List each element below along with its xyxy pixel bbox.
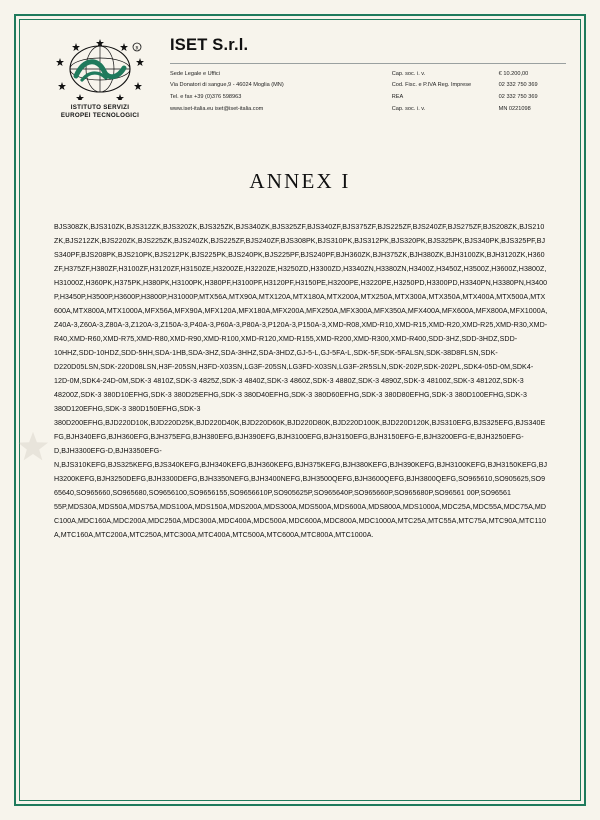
company-info-table bbox=[170, 68, 566, 116]
table-row bbox=[170, 80, 566, 92]
globe-stars-logo-icon bbox=[54, 38, 146, 100]
info-left: Via Donatori di sangue,9 - 46024 Moglia (MN) bbox=[170, 82, 284, 89]
table-row bbox=[170, 92, 566, 104]
info-middle: Cap. soc. i. v. bbox=[391, 106, 426, 113]
header-divider bbox=[170, 63, 566, 64]
info-left-website[interactable]: www.iset-italia.eu iset@iset-italia.com bbox=[170, 106, 264, 113]
info-right: € 10.200,00 bbox=[498, 70, 529, 77]
logo-caption-line2: EUROPEI TECNOLOGICI bbox=[60, 112, 140, 120]
company-details bbox=[166, 36, 566, 116]
info-middle: Cap. soc. i. v. bbox=[391, 70, 426, 77]
page-content bbox=[28, 28, 572, 792]
info-right: 02 332 750 369 bbox=[498, 94, 538, 101]
company-logo bbox=[34, 36, 166, 121]
letterhead bbox=[28, 28, 572, 121]
svg-text:R: R bbox=[135, 46, 139, 52]
company-name: ISET S.r.l. bbox=[170, 36, 249, 54]
logo-caption-line1: ISTITUTO SERVIZI bbox=[70, 104, 130, 111]
info-left: Tel. e fax +39 (0)376 598963 bbox=[170, 94, 242, 101]
table-row bbox=[170, 68, 566, 80]
info-right: 02 332 750 369 bbox=[498, 82, 538, 89]
info-right: MN 0221098 bbox=[498, 106, 531, 113]
info-middle: REA bbox=[391, 94, 404, 101]
info-middle: Cod. Fisc. e P.IVA Reg. Imprese bbox=[391, 82, 472, 89]
table-row bbox=[170, 104, 566, 116]
page-title: ANNEX I bbox=[249, 168, 351, 193]
annex-part-number-list: BJS308ZK,BJS310ZK,BJS312ZK,BJS320ZK,BJS325ZK,BJS340ZK,BJS325ZF,BJS340ZF,BJS375ZF,BJS225ZF,BJS240ZF,BJS275ZF,BJS208ZK,BJS210ZK,BJS212ZK,BJS220ZK,BJS225ZK,BJS240ZK,BJS225ZF,BJS240ZF,BJS308PK,BJS310PK,BJS312PK,BJS320PK,BJS325PK,BJS340PK,BJS325PF,BJS340PF,BJS208PK,BJS210PK,BJS212PK,BJS225PK,BJS240PK,BJS225PF,BJS240PF,BJH360ZK,BJH375ZK,BJH380ZK,BJH3100ZK,BJH3120ZK,H360ZF,H375ZF,H380ZF,H3100ZF,H3120ZF,H3150ZE,H3200ZE,H3220ZE,H3250ZD,H3300ZD,H3340ZN,H3380ZN,H3400Z,H3450Z,H3500Z,H3600Z,H3800Z,H31000Z,H360PK,H375PK,H380PK,H3100PK,H380PF,H3100PF,H3120PF,H3150PE,H3200PE,H3220PE,H3250PD,H3300PD,H3340PN,H3380PN,H3400P,H3450P,H3500P,H3600P,H3800P,H31000P,MTX56A,MTX90A,MTX120A,MTX180A,MTX200A,MTX250A,MTX300A,MTX350A,MTX400A,MTX500A,MTX600A,MTX800A,MTX1000A,MFX56A,MFX90A,MFX120A,MFX180A,MFX200A,MFX250A,MFX300A,MFX350A,MFX400A,MFX600A,MFX800A,MFX1000A,Z40A-3,Z60A-3,Z80A-3,Z120A-3,Z150A-3,P40A-3,P60A-3,P80A-3,P120A-3,P150A-3,XMD-R08,XMD-R10,XMD-R15,XMD-R20,XMD-R25,XMD-R30,XMD-R40,XMD-R60,XMD-R75,XMD-R80,XMD-R90,XMD-R100,XMD-R120,XMD-R155,XMD-R200,XMD-R300,XMD-R400,SDD-3HZ,SDD-3HDZ,SDD-10HHZ,SDD-10HDZ,SDD-5HH,SDA-1HB,SDA-3HZ,SDA-3HHZ,SDA-3HDZ,GJ-5-L,GJ-5FA-L,SDK-5F,SDK-5FALSN,SDK-38D8FLSN,SDK-D220D05LSN,SDK-220D08LSN,H3F-205SN,H3FD-X03SN,LG3F-205SN,LG3FD-X03SN,LG3F-2R5SLN,SDK-202P,SDK-202PL,SDK4-05D-0M,SDK4-12D-0M,SDK4-24D-0M,SDK-3 4810Z,SDK-3 4825Z,SDK-3 4840Z,SDK-3 4860Z,SDK-3 4880Z,SDK-3 4890Z,SDK-3 48100Z,SDK-3 48120Z,SDK-3 48200Z,SDK-3 380D10EFHG,SDK-3 380D25EFHG,SDK-3 380D40EFHG,SDK-3 380D60EFHG,SDK-3 380D80EFHG,SDK-3 380D100EFHG,SDK-3 380D120EFHG,SDK-3 380D150EFHG,SDK-3 380D200EFHG,BJD220D10K,BJD220D25K,BJD220D40K,BJD220D60K,BJD220D80K,BJD220D100K,BJD220D120K,BJS310EFG,BJS325EFG,BJS340EFG,BJH340EFG,BJH360EFG,BJH375EFG,BJH380EFG,BJH390EFG,BJH3100EFG,BJH3150EFG,BJH3150EFG-E,BJH3200EFG-E,BJH3250EFG-D,BJH3300EFG-D,BJH3350EFG-N,BJS310KEFG,BJS325KEFG,BJS340KEFG,BJH340KEFG,BJH360KEFG,BJH375KEFG,BJH380KEFG,BJH390KEFG,BJH3100KEFG,BJH3150KEFG,BJH3200KEFG,BJH3250DEFG,BJH3300DEFG,BJH3350NEFG,BJH3400NEFG,BJH3500QEFG,BJH3600QEFG,BJH3800QEFG,SO965610,SO905625,SO965640,SO965660,SO965680,SO9656100,SO9656155,SO9656610P,SO905625P,SO965640P,SO965660P,SO965680P,SO96561 00P,SO96561 55P,MDS30A,MDS50A,MDS75A,MDS100A,MDS150A,MDS200A,MDS300A,MDS500A,MDS600A,MDS800A,MDS1000A,MDC25A,MDC55A,MDC75A,MDC100A,MDC160A,MDC200A,MDC250A,MDC300A,MDC400A,MDC500A,MDC600A,MDC800A,MDC1000A,MTC25A,MTC55A,MTC75A,MTC90A,MTC110A,MTC160A,MTC200A,MTC250A,MTC300A,MTC400A,MTC500A,MTC600A,MTC800A,MTC1000A. bbox=[54, 222, 548, 540]
logo-caption bbox=[34, 104, 166, 121]
info-left: Sede Legale e Uffici bbox=[170, 70, 220, 77]
